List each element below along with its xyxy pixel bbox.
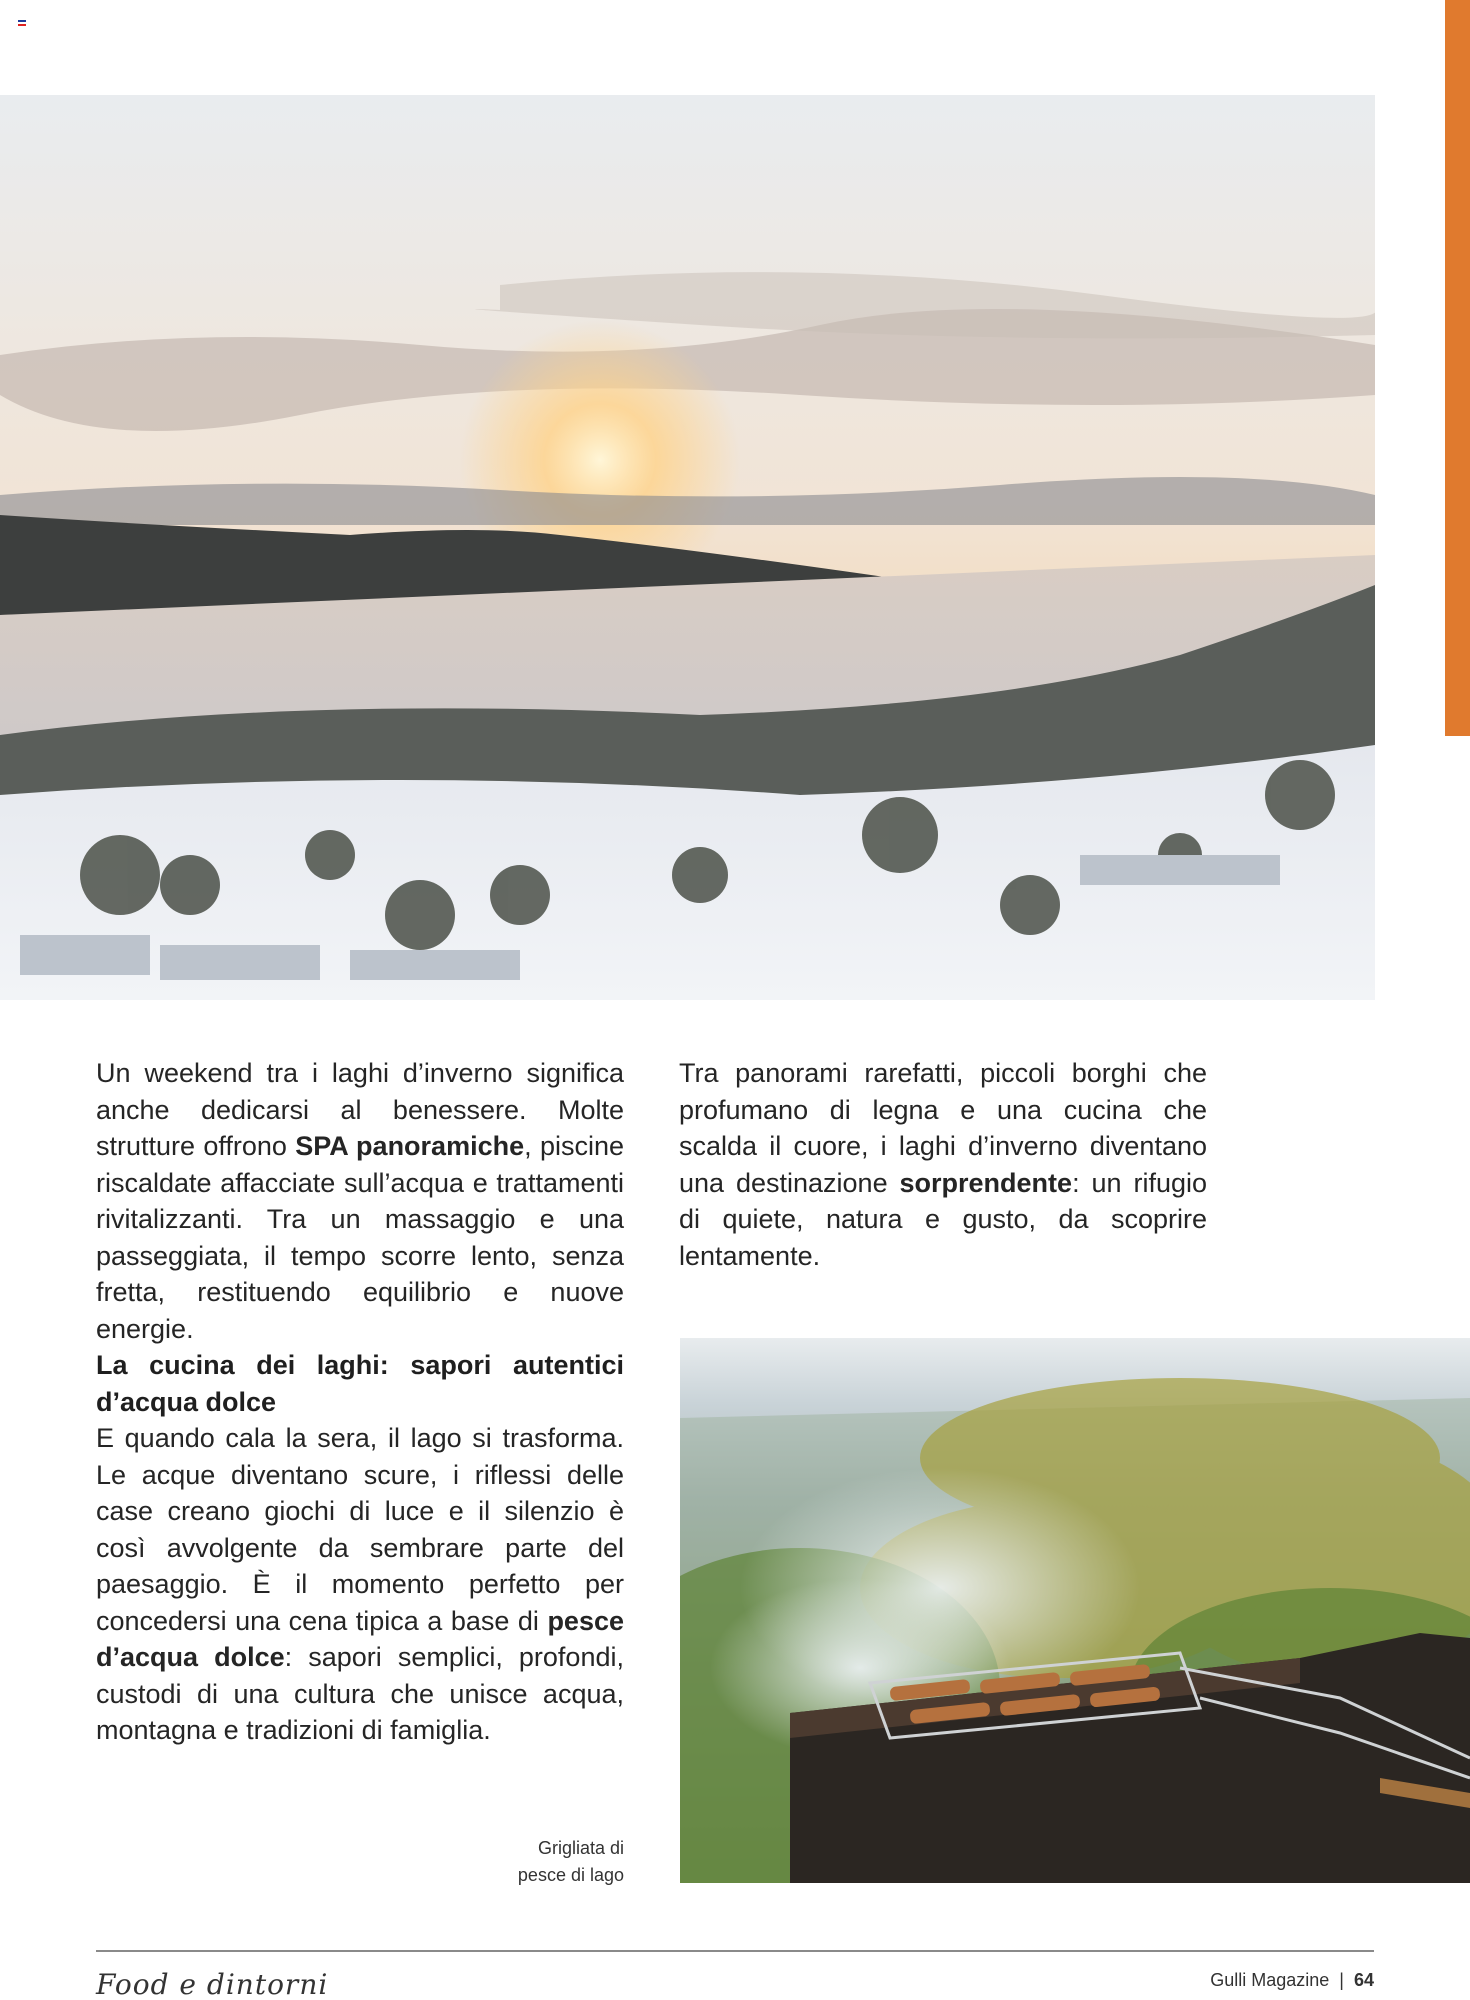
page-number: 64 <box>1353 1970 1374 1990</box>
grill-photo <box>680 1338 1470 1883</box>
caption-line-2: pesce di lago <box>517 1865 624 1885</box>
right-text-column <box>679 1055 1207 1274</box>
surprising-highlight: sorprendente <box>899 1167 1073 1198</box>
magazine-name: Gulli Magazine <box>1210 1970 1330 1990</box>
section-subheading: La cucina dei laghi: sapori autentici d’acqua dolce <box>96 1350 624 1417</box>
wellness-paragraph <box>96 1055 624 1347</box>
caption-line-1: Grigliata di <box>537 1838 624 1858</box>
summary-paragraph <box>679 1055 1207 1274</box>
footer-magazine-info <box>1210 1970 1374 1991</box>
spa-highlight: SPA panoramiche <box>295 1131 525 1161</box>
accent-bar <box>1445 0 1470 736</box>
left-text-column <box>96 1055 624 1749</box>
cuisine-paragraph <box>96 1420 624 1749</box>
fish-highlight: pesce d’acqua dolce <box>96 1605 624 1672</box>
cuisine-text-start: E quando cala la sera, il lago si trasforma. Le acque diventano scure, i riflessi delle case creano giochi di luce e il silenzio è così avvolgente da sembrare parte del paesaggio. È il momento perfetto per concedersi una cena tipica a base di <box>96 1423 624 1636</box>
photo-caption <box>420 1835 624 1889</box>
footer-separator: | <box>1339 1970 1344 1990</box>
cuisine-text-end: : sapori semplici, profondi, custodi di una cultura che unisce acqua, montagna e tradizioni di famiglia. <box>96 1642 624 1745</box>
summary-text-start: Tra panorami rarefatti, piccoli borghi che profumano di legna e una cucina che scalda il cuore, i laghi d’inverno diventano una destinazione <box>679 1058 1207 1198</box>
summary-text-end: : un rifugio di quiete, natura e gusto, da scoprire lentamente. <box>679 1167 1207 1271</box>
wellness-text-end: , piscine riscaldate affacciate sull’acqua e trattamenti rivitalizzanti. Tra un massaggio e una passeggiata, il tempo scorre lento, senza fretta, restituendo equilibrio e nuove energie. <box>96 1131 624 1344</box>
wellness-text-start: Un weekend tra i laghi d’inverno significa anche dedicarsi al benessere. Molte strutture offrono <box>96 1058 624 1161</box>
footer-divider <box>96 1950 1374 1952</box>
section-name: Food e dintorni <box>96 1968 329 2000</box>
language-flag-icon <box>18 20 26 26</box>
hero-photo-winter-lake <box>0 95 1375 1000</box>
